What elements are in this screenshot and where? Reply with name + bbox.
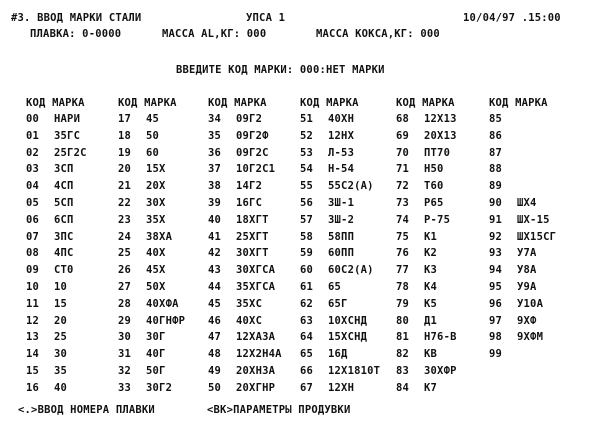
grade-code: 42 bbox=[208, 247, 222, 260]
grade-code: 90 bbox=[489, 197, 503, 209]
grade-code: 88 bbox=[489, 163, 503, 176]
grade-code: 95 bbox=[489, 281, 503, 293]
column-header: КОД МАРКА bbox=[26, 97, 85, 109]
grade-code: 46 bbox=[208, 314, 222, 327]
grade-mark: 40Г bbox=[146, 348, 166, 361]
grade-mark: 50Г bbox=[146, 365, 166, 377]
grade-code: 06 bbox=[26, 213, 40, 226]
grade-mark: 10 bbox=[54, 281, 68, 293]
grade-code: 61 bbox=[300, 281, 314, 293]
grade-mark: 3ПС bbox=[54, 230, 74, 243]
grade-mark: КВ bbox=[424, 348, 438, 361]
grade-code: 44 bbox=[208, 281, 222, 293]
grade-mark: 15 bbox=[54, 297, 68, 310]
grade-mark: 60 bbox=[146, 146, 160, 159]
grade-mark: У8А bbox=[517, 264, 537, 277]
grade-code: 87 bbox=[489, 146, 503, 159]
grade-code: 57 bbox=[300, 213, 314, 226]
grade-mark: ШХ15СГ bbox=[517, 230, 557, 243]
grade-mark: 45 bbox=[146, 113, 160, 125]
grade-mark: 60С2(А) bbox=[328, 264, 374, 277]
grade-code: 53 bbox=[300, 146, 314, 159]
datetime: 10/04/97 .15:00 bbox=[463, 12, 561, 24]
grade-code: 99 bbox=[489, 348, 503, 361]
grade-code: 49 bbox=[208, 365, 222, 377]
grade-mark: 20Х bbox=[146, 180, 166, 193]
grade-code: 84 bbox=[396, 381, 410, 394]
grade-mark: 12НХ bbox=[328, 129, 355, 142]
grade-mark: НАРИ bbox=[54, 113, 81, 125]
grade-code: 05 bbox=[26, 197, 40, 209]
grade-mark: 5СП bbox=[54, 197, 74, 209]
grade-code: 33 bbox=[118, 381, 132, 394]
grade-code: 71 bbox=[396, 163, 410, 176]
grade-mark: 14Г2 bbox=[236, 180, 263, 193]
grade-mark: 35ХГСА bbox=[236, 281, 276, 293]
grade-mark: К2 bbox=[424, 247, 438, 260]
grade-code: 51 bbox=[300, 113, 314, 125]
grade-mark: 35 bbox=[54, 365, 68, 377]
grade-mark: 4СП bbox=[54, 180, 74, 193]
grade-code: 92 bbox=[489, 230, 503, 243]
grade-code: 00 bbox=[26, 113, 40, 125]
grade-mark: 10Г2С1 bbox=[236, 163, 276, 176]
grade-mark: 50 bbox=[146, 129, 160, 142]
grade-code: 34 bbox=[208, 113, 222, 125]
mass-al-field[interactable]: МАССА AL,КГ: 000 bbox=[162, 28, 267, 40]
grade-mark: 3Ш-2 bbox=[328, 213, 355, 226]
grade-code: 24 bbox=[118, 230, 132, 243]
grade-code: 89 bbox=[489, 180, 503, 193]
grade-mark: 50Х bbox=[146, 281, 166, 293]
grade-mark: 9ХФМ bbox=[517, 331, 544, 344]
grade-code: 01 bbox=[26, 129, 40, 142]
grade-code: 18 bbox=[118, 129, 132, 142]
grade-code: 68 bbox=[396, 113, 410, 125]
grade-code: 29 bbox=[118, 314, 132, 327]
grade-code: 14 bbox=[26, 348, 40, 361]
grade-mark: 65Г bbox=[328, 297, 348, 310]
grade-mark: У7А bbox=[517, 247, 537, 260]
grade-mark: 20ХН3А bbox=[236, 365, 276, 377]
grade-mark: 15ХСНД bbox=[328, 331, 368, 344]
grade-mark: 09Г2 bbox=[236, 113, 263, 125]
grade-code: 93 bbox=[489, 247, 503, 260]
grade-code: 03 bbox=[26, 163, 40, 176]
grade-mark: У10А bbox=[517, 297, 544, 310]
grade-code: 81 bbox=[396, 331, 410, 344]
grade-code: 74 bbox=[396, 213, 410, 226]
grade-mark: 35Х bbox=[146, 213, 166, 226]
grade-code: 80 bbox=[396, 314, 410, 327]
grade-code: 98 bbox=[489, 331, 503, 344]
column-header: КОД МАРКА bbox=[489, 97, 548, 109]
grade-mark: 40Х bbox=[146, 247, 166, 260]
grade-code: 15 bbox=[26, 365, 40, 377]
grade-mark: 30ХФР bbox=[424, 365, 457, 377]
grade-code: 58 bbox=[300, 230, 314, 243]
grade-mark: 9ХФ bbox=[517, 314, 537, 327]
grade-code: 55 bbox=[300, 180, 314, 193]
grade-code: 35 bbox=[208, 129, 222, 142]
grade-code: 69 bbox=[396, 129, 410, 142]
grade-code: 22 bbox=[118, 197, 132, 209]
column-header: КОД МАРКА bbox=[208, 97, 267, 109]
grade-mark: 20ХГНР bbox=[236, 381, 276, 394]
grade-code: 36 bbox=[208, 146, 222, 159]
grade-mark: 25Г2С bbox=[54, 146, 87, 159]
grade-code: 82 bbox=[396, 348, 410, 361]
grade-code: 79 bbox=[396, 297, 410, 310]
grade-code: 52 bbox=[300, 129, 314, 142]
grade-code: 10 bbox=[26, 281, 40, 293]
plavka-field[interactable]: ПЛАВКА: 0-0000 bbox=[30, 28, 122, 40]
grade-code: 56 bbox=[300, 197, 314, 209]
grade-code: 38 bbox=[208, 180, 222, 193]
grade-mark: 30ХГТ bbox=[236, 247, 269, 260]
grade-code: 97 bbox=[489, 314, 503, 327]
grade-mark: 15Х bbox=[146, 163, 166, 176]
grade-mark: 65 bbox=[328, 281, 342, 293]
grade-code: 41 bbox=[208, 230, 222, 243]
grade-code: 54 bbox=[300, 163, 314, 176]
grade-code: 39 bbox=[208, 197, 222, 209]
grade-code: 11 bbox=[26, 297, 40, 310]
grade-code: 47 bbox=[208, 331, 222, 344]
column-header: КОД МАРКА bbox=[118, 97, 177, 109]
grade-mark: 12ХН bbox=[328, 381, 355, 394]
grade-code: 08 bbox=[26, 247, 40, 260]
grade-code: 62 bbox=[300, 297, 314, 310]
grade-code: 70 bbox=[396, 146, 410, 159]
grade-code: 50 bbox=[208, 381, 222, 394]
grade-mark: 20 bbox=[54, 314, 68, 327]
grade-code: 12 bbox=[26, 314, 40, 327]
grade-mark: Д1 bbox=[424, 314, 438, 327]
grade-mark: К1 bbox=[424, 230, 438, 243]
grade-code: 85 bbox=[489, 113, 503, 125]
grade-mark: 35ХС bbox=[236, 297, 263, 310]
grade-mark: 38ХА bbox=[146, 230, 173, 243]
grade-mark: 12ХА3А bbox=[236, 331, 276, 344]
grade-code: 67 bbox=[300, 381, 314, 394]
grade-code: 31 bbox=[118, 348, 132, 361]
grade-code: 75 bbox=[396, 230, 410, 243]
grade-mark: 40ХС bbox=[236, 314, 263, 327]
grade-code: 83 bbox=[396, 365, 410, 377]
grade-mark: ПТ70 bbox=[424, 146, 451, 159]
grade-code: 72 bbox=[396, 180, 410, 193]
grade-mark: 3СП bbox=[54, 163, 74, 176]
grade-code: 07 bbox=[26, 230, 40, 243]
mode-label: УПСА 1 bbox=[246, 12, 286, 24]
grade-mark: 30Х bbox=[146, 197, 166, 209]
grade-code: 32 bbox=[118, 365, 132, 377]
grade-mark: 16ГС bbox=[236, 197, 263, 209]
grade-mark: 40ГНФР bbox=[146, 314, 186, 327]
screen-title: #3. ВВОД МАРКИ СТАЛИ bbox=[11, 12, 142, 24]
grade-mark: 55С2(А) bbox=[328, 180, 374, 193]
grade-mark: К4 bbox=[424, 281, 438, 293]
grade-code: 91 bbox=[489, 213, 503, 226]
grade-code: 59 bbox=[300, 247, 314, 260]
grade-code: 45 bbox=[208, 297, 222, 310]
grade-mark: 10ХСНД bbox=[328, 314, 368, 327]
column-header: КОД МАРКА bbox=[396, 97, 455, 109]
grade-mark: К7 bbox=[424, 381, 438, 394]
grade-code: 16 bbox=[26, 381, 40, 394]
grade-mark: 12Х13 bbox=[424, 113, 457, 125]
grade-code: 78 bbox=[396, 281, 410, 293]
grade-mark: ШХ-15 bbox=[517, 213, 550, 226]
grade-code: 02 bbox=[26, 146, 40, 159]
grade-mark: 09Г2С bbox=[236, 146, 269, 159]
grade-code: 43 bbox=[208, 264, 222, 277]
grade-code: 09 bbox=[26, 264, 40, 277]
grade-mark: Н50 bbox=[424, 163, 444, 176]
grade-mark: 12Х1810Т bbox=[328, 365, 381, 377]
grade-mark: У9А bbox=[517, 281, 537, 293]
grade-code: 48 bbox=[208, 348, 222, 361]
grade-code: 37 bbox=[208, 163, 222, 176]
grade-mark: 40ХФА bbox=[146, 297, 179, 310]
grade-code: 27 bbox=[118, 281, 132, 293]
grade-mark: 30ХГСА bbox=[236, 264, 276, 277]
grade-mark: Р65 bbox=[424, 197, 444, 209]
grade-code: 60 bbox=[300, 264, 314, 277]
grade-code: 21 bbox=[118, 180, 132, 193]
grade-mark: 35ГС bbox=[54, 129, 81, 142]
footer-enter-plavka[interactable]: <.>ВВОД НОМЕРА ПЛАВКИ bbox=[18, 404, 155, 416]
grade-mark: К3 bbox=[424, 264, 438, 277]
mass-koks-field[interactable]: МАССА КОКСА,КГ: 000 bbox=[316, 28, 440, 40]
grade-code: 17 bbox=[118, 113, 132, 125]
footer-blow-params[interactable]: <ВК>ПАРАМЕТРЫ ПРОДУВКИ bbox=[207, 404, 351, 416]
grade-mark: 25 bbox=[54, 331, 68, 344]
grade-mark: 25ХГТ bbox=[236, 230, 269, 243]
grade-code: 77 bbox=[396, 264, 410, 277]
grade-mark: 6СП bbox=[54, 213, 74, 226]
grade-code: 23 bbox=[118, 213, 132, 226]
grade-mark: Л-53 bbox=[328, 146, 355, 159]
grade-code: 04 bbox=[26, 180, 40, 193]
mark-code-prompt[interactable]: ВВЕДИТЕ КОД МАРКИ: 000:НЕТ МАРКИ bbox=[176, 64, 385, 76]
grade-mark: Р-75 bbox=[424, 213, 451, 226]
grade-code: 66 bbox=[300, 365, 314, 377]
grade-mark: 4ПС bbox=[54, 247, 74, 260]
grade-mark: 09Г2Ф bbox=[236, 129, 269, 142]
grade-mark: 40ХН bbox=[328, 113, 355, 125]
grade-mark: 30 bbox=[54, 348, 68, 361]
grade-code: 30 bbox=[118, 331, 132, 344]
grade-mark: 12Х2Н4А bbox=[236, 348, 282, 361]
grade-code: 94 bbox=[489, 264, 503, 277]
grade-mark: СТ0 bbox=[54, 264, 74, 277]
grade-code: 19 bbox=[118, 146, 132, 159]
grade-mark: Н76-В bbox=[424, 331, 457, 344]
grade-mark: 60ПП bbox=[328, 247, 355, 260]
grade-code: 73 bbox=[396, 197, 410, 209]
grade-code: 86 bbox=[489, 129, 503, 142]
grade-code: 63 bbox=[300, 314, 314, 327]
grade-mark: К5 bbox=[424, 297, 438, 310]
grade-mark: Н-54 bbox=[328, 163, 355, 176]
grade-mark: 45Х bbox=[146, 264, 166, 277]
grade-mark: Т60 bbox=[424, 180, 444, 193]
grade-code: 64 bbox=[300, 331, 314, 344]
grade-code: 96 bbox=[489, 297, 503, 310]
grade-code: 13 bbox=[26, 331, 40, 344]
grade-code: 26 bbox=[118, 264, 132, 277]
grade-mark: ШХ4 bbox=[517, 197, 537, 209]
grade-code: 20 bbox=[118, 163, 132, 176]
column-header: КОД МАРКА bbox=[300, 97, 359, 109]
grade-mark: 3Ш-1 bbox=[328, 197, 355, 209]
grade-code: 65 bbox=[300, 348, 314, 361]
grade-code: 76 bbox=[396, 247, 410, 260]
grade-mark: 40 bbox=[54, 381, 68, 394]
grade-mark: 18ХГТ bbox=[236, 213, 269, 226]
grade-mark: 30Г2 bbox=[146, 381, 173, 394]
grade-mark: 30Г bbox=[146, 331, 166, 344]
grade-code: 25 bbox=[118, 247, 132, 260]
grade-code: 28 bbox=[118, 297, 132, 310]
grade-code: 40 bbox=[208, 213, 222, 226]
grade-mark: 58ПП bbox=[328, 230, 355, 243]
grade-mark: 20Х13 bbox=[424, 129, 457, 142]
grade-mark: 16Д bbox=[328, 348, 348, 361]
